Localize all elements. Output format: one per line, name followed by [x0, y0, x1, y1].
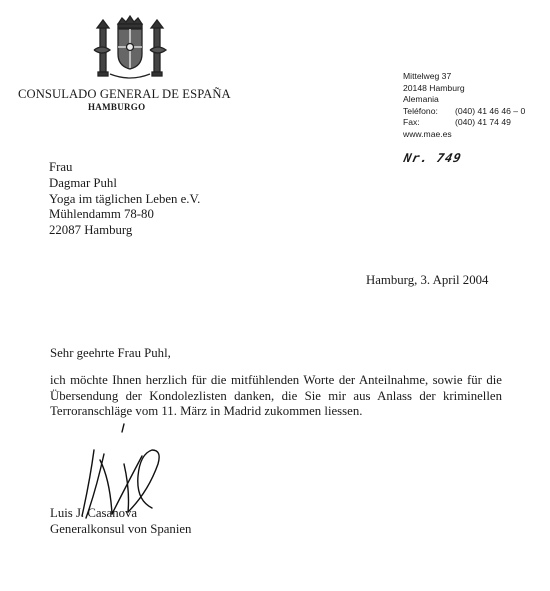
recipient-street: Mühlendamm 78-80	[49, 207, 154, 222]
recipient-name: Dagmar Puhl	[49, 175, 117, 190]
body-line: Terroranschläge vom 11. März in Madrid zukommen liessen.	[50, 404, 363, 419]
consulate-city: HAMBURGO	[88, 102, 146, 112]
signer-name: Luis J. Casanova	[50, 506, 138, 520]
sender-country: Alemania	[403, 94, 439, 105]
letter-body	[50, 373, 502, 420]
phone-label: Teléfono:	[403, 105, 438, 116]
fax-value: (040) 41 74 49	[455, 117, 511, 128]
letter-date: Hamburg, 3. April 2004	[366, 273, 489, 287]
sender-phone-row	[403, 106, 525, 118]
sender-postal-city: 20148 Hamburg	[403, 82, 465, 93]
handwritten-number: Nr. 749	[402, 151, 464, 165]
sender-fax-row	[403, 117, 525, 129]
consulate-name: CONSULADO GENERAL DE ESPAÑA	[18, 87, 231, 101]
greeting: Sehr geehrte Frau Puhl,	[50, 346, 171, 360]
recipient-address	[49, 160, 200, 239]
body-line: Übersendung der Kondolezlisten danken, die Sie mir aus Anlass der kriminellen	[50, 388, 502, 403]
phone-value: (040) 41 46 46 – 0	[455, 105, 526, 116]
fax-label: Fax:	[403, 117, 420, 128]
sender-address	[403, 71, 525, 141]
recipient-organization: Yoga im täglichen Leben e.V.	[49, 191, 201, 206]
signer-title: Generalkonsul von Spanien	[50, 522, 192, 536]
sender-street: Mittelweg 37	[403, 71, 452, 81]
sender-web: www.mae.es	[403, 128, 452, 139]
recipient-salutation: Frau	[49, 160, 73, 174]
signature-block	[50, 505, 191, 537]
body-line: ich möchte Ihnen herzlich für die mitfühlenden Worte der Anteilnahme, sowie für die	[50, 373, 502, 387]
coat-of-arms-icon	[90, 14, 170, 86]
recipient-postal-city: 22087 Hamburg	[49, 223, 133, 238]
